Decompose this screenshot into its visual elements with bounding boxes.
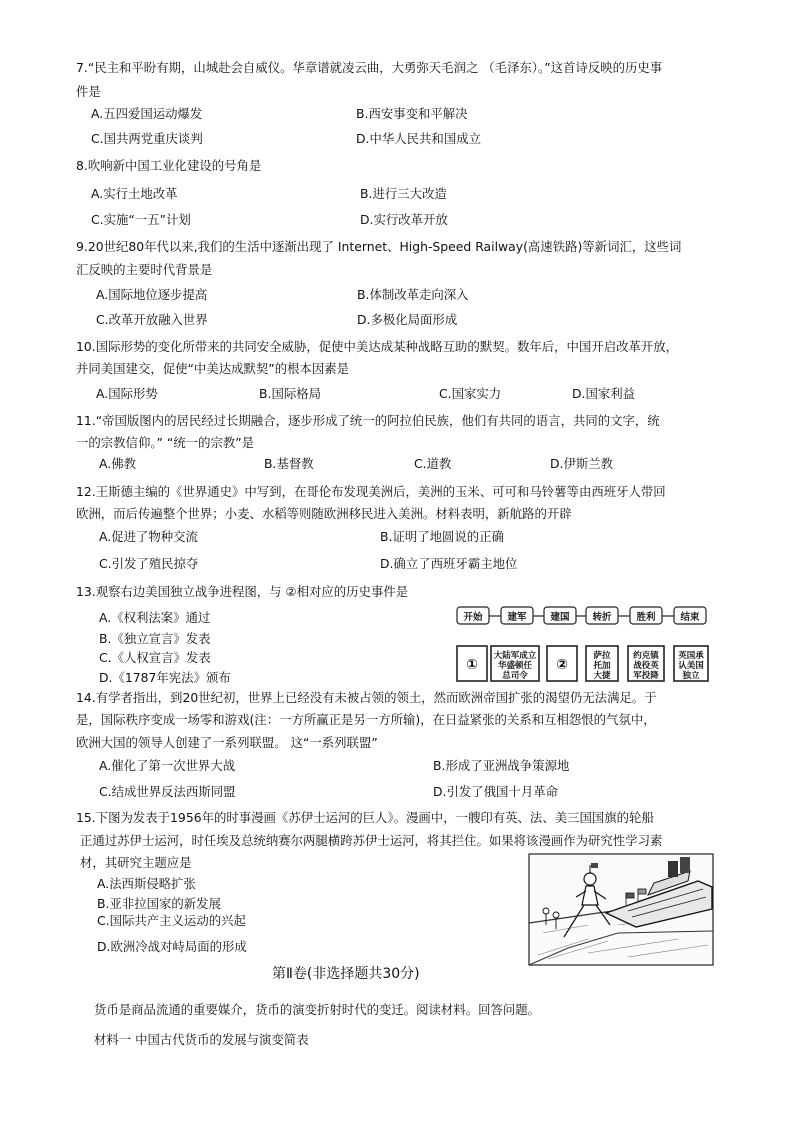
q14-stem-line1: 14.有学者指出，到20世纪初，世界上已经没有未被占领的领土，然而欧洲帝国扩张的渴望仍无法满足。于 bbox=[76, 690, 657, 705]
q14-option-d: D.引发了俄国十月革命 bbox=[433, 784, 558, 799]
event-box-2-line2: 华盛顿任 bbox=[497, 661, 533, 671]
flow-step-5: 胜利 bbox=[636, 612, 656, 623]
part2-title: 第Ⅱ卷(非选择题共30分) bbox=[272, 966, 420, 982]
event-box-6-line3: 独立 bbox=[682, 671, 700, 681]
q10-option-b: B.国际格局 bbox=[259, 386, 322, 401]
event-box-4-line1: 萨拉 bbox=[593, 651, 611, 661]
event-box-1: ① bbox=[466, 657, 478, 673]
q9-stem-line1: 9.20世纪80年代以来,我们的生活中逐渐出现了 Internet、High-Speed Railway(高速铁路)等新词汇，这些词 bbox=[76, 239, 682, 254]
q15-stem-line3: 材，其研究主题应是 bbox=[80, 855, 192, 870]
event-box-6-line1: 英国承 bbox=[678, 651, 704, 661]
suez-canal-cartoon bbox=[528, 853, 714, 966]
q9-option-a: A.国际地位逐步提高 bbox=[96, 287, 208, 302]
event-box-2-line1: 大陆军成立 bbox=[493, 651, 537, 661]
q11-option-a: A.佛教 bbox=[99, 456, 136, 471]
q13-option-a: A.《权利法案》通过 bbox=[99, 610, 211, 625]
q15-option-b: B.亚非拉国家的新发展 bbox=[97, 896, 221, 911]
q15-option-d: D.欧洲冷战对峙局面的形成 bbox=[97, 939, 247, 954]
part2-intro: 货币是商品流通的重要媒介，货币的演变折射时代的变迁。阅读材料。回答问题。 bbox=[94, 1002, 541, 1017]
war-progress-diagram bbox=[455, 604, 715, 686]
material1-heading: 材料一 中国古代货币的发展与演变简表 bbox=[94, 1032, 309, 1047]
q13-option-c: C.《人权宣言》发表 bbox=[99, 650, 211, 665]
q12-option-a: A.促进了物种交流 bbox=[99, 529, 198, 544]
q14-option-b: B.形成了亚洲战争策源地 bbox=[433, 758, 570, 773]
q11-option-c: C.道教 bbox=[414, 456, 452, 471]
flow-step-3: 建国 bbox=[550, 612, 570, 623]
q13-option-d: D.《1787年宪法》颁布 bbox=[99, 670, 231, 685]
q15-stem-line2: 正通过苏伊士运河，时任埃及总统纳赛尔两腿横跨苏伊士运河，将其拦住。如果将该漫画作为研究性学习素 bbox=[80, 833, 663, 848]
flow-step-6: 结束 bbox=[680, 612, 700, 623]
q7-option-d: D.中华人民共和国成立 bbox=[356, 131, 481, 146]
q12-stem-line2: 欧洲，而后传遍整个世界；小麦、水稻等则随欧洲移民进入美洲。材料表明，新航路的开辟 bbox=[76, 506, 572, 521]
q14-option-c: C.结成世界反法西斯同盟 bbox=[99, 784, 236, 799]
q10-option-d: D.国家利益 bbox=[572, 386, 636, 401]
q8-option-d: D.实行改革开放 bbox=[360, 212, 448, 227]
q7-option-c: C.国共两党重庆谈判 bbox=[91, 131, 203, 146]
event-box-3: ② bbox=[556, 657, 568, 673]
q7-stem-line1: 7.“民主和平盼有期，山城赴会自威仪。华章谱就凌云曲，大勇弥天毛润之 （毛泽东）。”这首诗反映的历史事 bbox=[76, 60, 663, 75]
q8-stem: 8.吹响新中国工业化建设的号角是 bbox=[76, 158, 262, 173]
q14-stem-line2: 是，国际秩序变成一场零和游戏(注：一方所赢正是另一方所输)，在日益紧张的关系和互相怨恨的气氛中， bbox=[76, 712, 656, 727]
q8-option-c: C.实施“一五”计划 bbox=[91, 212, 191, 227]
event-box-5-line1: 约克镇 bbox=[633, 651, 659, 661]
q11-option-b: B.基督教 bbox=[264, 456, 314, 471]
q10-stem-line2: 并同美国建交，促使“中美达成默契”的根本因素是 bbox=[76, 361, 350, 376]
q15-option-c: C.国际共产主义运动的兴起 bbox=[97, 913, 246, 928]
q14-option-a: A.催化了第一次世界大战 bbox=[99, 758, 236, 773]
flow-step-1: 开始 bbox=[463, 612, 483, 623]
q10-stem-line1: 10.国际形势的变化所带来的共同安全威胁，促使中美达成某种战略互助的默契。数年后，中国开启改革开放， bbox=[76, 339, 679, 354]
q7-stem-line2: 件是 bbox=[76, 84, 101, 99]
event-box-5-line3: 军投降 bbox=[633, 671, 659, 681]
q9-option-d: D.多极化局面形成 bbox=[357, 312, 458, 327]
q11-stem-line1: 11.“帝国版图内的居民经过长期融合，逐步形成了统一的阿拉伯民族，他们有共同的语言，共同的文字，统 bbox=[76, 413, 660, 428]
q12-option-d: D.确立了西班牙霸主地位 bbox=[380, 556, 518, 571]
q11-stem-line2: 一的宗教信仰。” “统一的宗教”是 bbox=[76, 435, 255, 450]
q10-option-c: C.国家实力 bbox=[439, 386, 502, 401]
q9-stem-line2: 汇反映的主要时代背景是 bbox=[76, 262, 213, 277]
q9-option-c: C.改革开放融入世界 bbox=[96, 312, 208, 327]
q13-option-b: B.《独立宣言》发表 bbox=[99, 631, 211, 646]
q12-stem-line1: 12.王斯德主编的《世界通史》中写到，在哥伦布发现美洲后，美洲的玉米、可可和马铃薯等由西班牙人带回 bbox=[76, 484, 666, 499]
flow-step-4: 转折 bbox=[592, 612, 612, 623]
q11-option-d: D.伊斯兰教 bbox=[550, 456, 614, 471]
event-box-2-line3: 总司令 bbox=[502, 671, 528, 681]
q10-option-a: A.国际形势 bbox=[96, 386, 158, 401]
event-box-4-line2: 托加 bbox=[593, 661, 611, 671]
event-box-4-line3: 大捷 bbox=[593, 671, 611, 681]
q8-option-b: B.进行三大改造 bbox=[360, 186, 447, 201]
q9-option-b: B.体制改革走向深入 bbox=[357, 287, 469, 302]
event-box-5-line2: 战役英 bbox=[633, 661, 659, 671]
q13-stem: 13.观察右边美国独立战争进程图，与 ②相对应的历史事件是 bbox=[76, 584, 409, 599]
event-box-6-line2: 认美国 bbox=[678, 661, 704, 671]
q12-option-b: B.证明了地圆说的正确 bbox=[380, 529, 504, 544]
flow-step-2: 建军 bbox=[507, 612, 527, 623]
q7-option-a: A.五四爱国运动爆发 bbox=[91, 106, 203, 121]
q12-option-c: C.引发了殖民掠夺 bbox=[99, 556, 199, 571]
q7-option-b: B.西安事变和平解决 bbox=[356, 106, 468, 121]
q15-option-a: A.法西斯侵略扩张 bbox=[97, 876, 196, 891]
q14-stem-line3: 欧洲大国的领导人创建了一系列联盟。 这“一系列联盟” bbox=[76, 735, 378, 750]
q15-stem-line1: 15.下图为发表于1956年的时事漫画《苏伊士运河的巨人》。漫画中，一艘印有英、法、美三国国旗的轮船 bbox=[76, 810, 654, 825]
q8-option-a: A.实行土地改革 bbox=[91, 186, 178, 201]
